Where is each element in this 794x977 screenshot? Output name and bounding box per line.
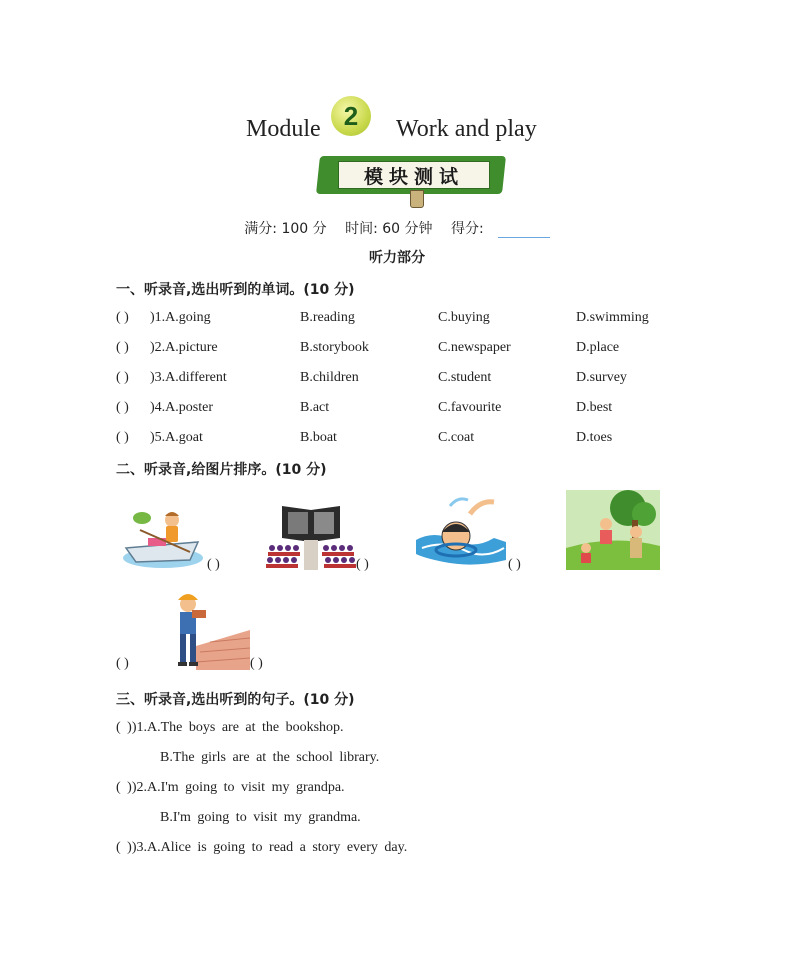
sentence-row [116, 780, 345, 796]
module-title [0, 96, 794, 156]
picture-answer-blank[interactable]: ( ) [508, 557, 521, 572]
sentence-row [116, 720, 344, 736]
boat-picture-icon [120, 508, 206, 570]
module-number-badge: 2 [331, 96, 371, 136]
option-b: B.The girls are at the school library. [160, 750, 380, 765]
score-blank[interactable] [498, 223, 550, 238]
banner-tab-icon [410, 190, 424, 208]
option-b: B.storybook [300, 340, 369, 355]
option-a: )3.A.different [150, 370, 227, 385]
option-c: C.buying [438, 310, 490, 325]
answer-blank[interactable]: ( ) [116, 840, 132, 855]
question-row [116, 370, 716, 390]
option-b: B.children [300, 370, 359, 385]
option-b: B.boat [300, 430, 337, 445]
part-title: 听力部分 [369, 250, 425, 266]
answer-blank[interactable]: ( ) [116, 780, 132, 795]
question-row [116, 400, 716, 420]
sentence-row [116, 840, 407, 856]
answer-blank[interactable]: ( ) [116, 370, 129, 385]
option-a: )5.A.goat [150, 430, 203, 445]
option-c: C.student [438, 370, 492, 385]
swimming-picture-icon [414, 494, 508, 572]
score-label: 得分: [450, 221, 484, 237]
option-c: C.newspaper [438, 340, 511, 355]
score-line [0, 218, 794, 238]
picture-answer-blank[interactable]: ( ) [250, 656, 263, 671]
answer-blank[interactable]: ( ) [116, 310, 129, 325]
picture-answer-blank[interactable]: ( ) [207, 557, 220, 572]
banner-text: 模块测试 [338, 161, 490, 189]
answer-blank[interactable]: ( ) [116, 400, 129, 415]
option-d: D.toes [576, 430, 613, 445]
option-b: B.reading [300, 310, 355, 325]
option-b: B.act [300, 400, 330, 415]
option-d: D.place [576, 340, 620, 355]
option-a: )2.A.I'm going to visit my grandpa. [131, 780, 345, 795]
option-d: D.best [576, 400, 613, 415]
builder-picture-icon [170, 590, 250, 670]
test-banner [318, 156, 508, 208]
question-row [116, 430, 716, 450]
picture-answer-blank[interactable]: ( ) [356, 557, 369, 572]
time-limit: 时间: 60 分钟 [345, 221, 433, 237]
option-b: B.I'm going to visit my grandma. [160, 810, 361, 825]
section2-title: 二、听录音,给图片排序。(10 分) [116, 462, 327, 478]
option-a: )1.A.The boys are at the bookshop. [131, 720, 344, 735]
cinema-picture-icon [264, 502, 358, 572]
question-row [116, 340, 716, 360]
question-row [116, 310, 716, 330]
option-c: C.coat [438, 430, 475, 445]
answer-blank[interactable]: ( ) [116, 430, 129, 445]
option-d: D.swimming [576, 310, 649, 325]
answer-blank[interactable]: ( ) [116, 340, 129, 355]
module-word: Module [246, 116, 321, 142]
option-a: )4.A.poster [150, 400, 213, 415]
park-picture-icon [566, 490, 660, 570]
full-score: 满分: 100 分 [244, 221, 327, 237]
section1-title: 一、听录音,选出听到的单词。(10 分) [116, 282, 355, 298]
option-d: D.survey [576, 370, 627, 385]
section3-title: 三、听录音,选出听到的句子。(10 分) [116, 692, 355, 708]
option-a: )3.A.Alice is going to read a story every day. [131, 840, 408, 855]
option-c: C.favourite [438, 400, 502, 415]
answer-blank[interactable]: ( ) [116, 720, 132, 735]
option-a: )2.A.picture [150, 340, 218, 355]
option-a: )1.A.going [150, 310, 211, 325]
picture-answer-blank[interactable]: ( ) [116, 656, 129, 671]
module-title-text: Work and play [396, 116, 537, 142]
